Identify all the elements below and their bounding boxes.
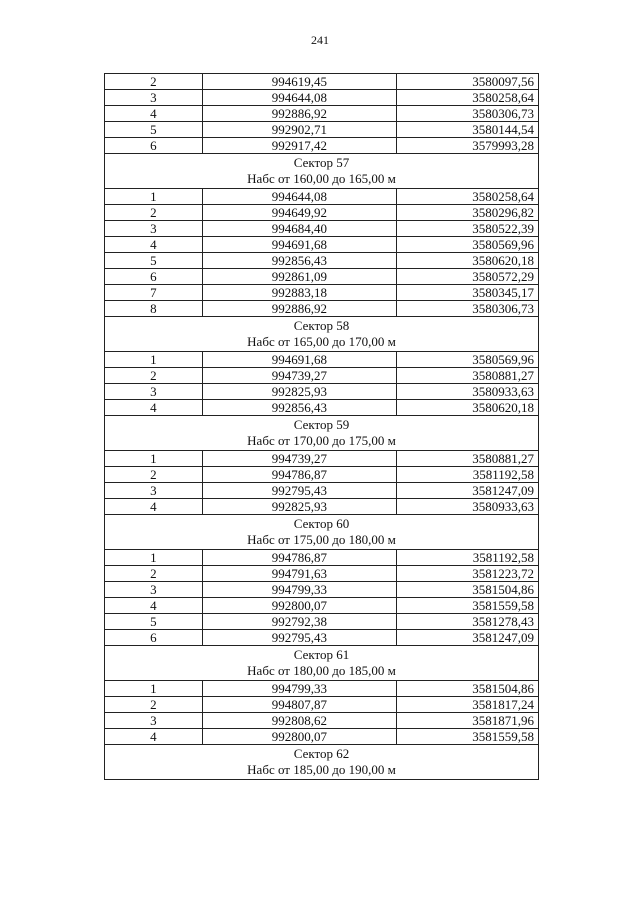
sector-header-cell [105, 646, 539, 681]
sector-header-row [105, 317, 539, 352]
point-number-cell: 4 [105, 237, 203, 253]
sector-height-range: Набс от 175,00 до 180,00 м [247, 532, 396, 547]
point-number-cell: 1 [105, 451, 203, 467]
point-number-cell: 4 [105, 729, 203, 745]
x-coordinate-cell: 992917,42 [202, 138, 396, 154]
x-coordinate-cell: 992800,07 [202, 729, 396, 745]
sector-title: Сектор 59 [293, 417, 350, 432]
x-coordinate-cell: 992800,07 [202, 598, 396, 614]
y-coordinate-cell: 3580569,96 [397, 237, 539, 253]
y-coordinate-cell: 3580345,17 [397, 285, 539, 301]
x-coordinate-cell: 992902,71 [202, 122, 396, 138]
y-coordinate-cell: 3581192,58 [397, 467, 539, 483]
x-coordinate-cell: 994691,68 [202, 352, 396, 368]
point-number-cell: 3 [105, 582, 203, 598]
y-coordinate-cell: 3581192,58 [397, 550, 539, 566]
x-coordinate-cell: 994644,08 [202, 90, 396, 106]
table-row [105, 566, 539, 582]
sector-header-row [105, 416, 539, 451]
point-number-cell: 4 [105, 400, 203, 416]
y-coordinate-cell: 3581559,58 [397, 729, 539, 745]
table-row [105, 301, 539, 317]
point-number-cell: 2 [105, 566, 203, 582]
point-number-cell: 1 [105, 681, 203, 697]
x-coordinate-cell: 994684,40 [202, 221, 396, 237]
table-row [105, 550, 539, 566]
table-row [105, 681, 539, 697]
coordinates-table [104, 73, 539, 780]
point-number-cell: 2 [105, 368, 203, 384]
table-row [105, 384, 539, 400]
sector-header-cell [105, 416, 539, 451]
x-coordinate-cell: 992883,18 [202, 285, 396, 301]
x-coordinate-cell: 992861,09 [202, 269, 396, 285]
y-coordinate-cell: 3581871,96 [397, 713, 539, 729]
y-coordinate-cell: 3580522,39 [397, 221, 539, 237]
y-coordinate-cell: 3580620,18 [397, 253, 539, 269]
y-coordinate-cell: 3580933,63 [397, 499, 539, 515]
table-row [105, 122, 539, 138]
point-number-cell: 3 [105, 483, 203, 499]
sector-title: Сектор 57 [293, 155, 350, 170]
point-number-cell: 4 [105, 499, 203, 515]
point-number-cell: 6 [105, 138, 203, 154]
table-row [105, 630, 539, 646]
point-number-cell: 5 [105, 253, 203, 269]
point-number-cell: 2 [105, 467, 203, 483]
y-coordinate-cell: 3580569,96 [397, 352, 539, 368]
y-coordinate-cell: 3580881,27 [397, 368, 539, 384]
table-row [105, 368, 539, 384]
table-row [105, 729, 539, 745]
sector-title: Сектор 61 [293, 647, 350, 662]
point-number-cell: 1 [105, 352, 203, 368]
point-number-cell: 3 [105, 221, 203, 237]
x-coordinate-cell: 994619,45 [202, 74, 396, 90]
x-coordinate-cell: 992825,93 [202, 499, 396, 515]
table-row [105, 74, 539, 90]
point-number-cell: 4 [105, 598, 203, 614]
sector-header-cell [105, 515, 539, 550]
table-row [105, 598, 539, 614]
sector-height-range: Набс от 185,00 до 190,00 м [247, 762, 396, 777]
point-number-cell: 2 [105, 205, 203, 221]
y-coordinate-cell: 3580933,63 [397, 384, 539, 400]
x-coordinate-cell: 994799,33 [202, 681, 396, 697]
x-coordinate-cell: 994644,08 [202, 189, 396, 205]
y-coordinate-cell: 3580258,64 [397, 189, 539, 205]
sector-header-row [105, 154, 539, 189]
point-number-cell: 6 [105, 269, 203, 285]
sector-header-row [105, 646, 539, 681]
y-coordinate-cell: 3581278,43 [397, 614, 539, 630]
x-coordinate-cell: 992795,43 [202, 483, 396, 499]
x-coordinate-cell: 992808,62 [202, 713, 396, 729]
y-coordinate-cell: 3581504,86 [397, 582, 539, 598]
table-row [105, 713, 539, 729]
y-coordinate-cell: 3580097,56 [397, 74, 539, 90]
y-coordinate-cell: 3581504,86 [397, 681, 539, 697]
y-coordinate-cell: 3581817,24 [397, 697, 539, 713]
x-coordinate-cell: 994691,68 [202, 237, 396, 253]
table-row [105, 205, 539, 221]
point-number-cell: 2 [105, 697, 203, 713]
sector-header-cell [105, 317, 539, 352]
table-row [105, 483, 539, 499]
table-row [105, 253, 539, 269]
sector-header-cell [105, 745, 539, 780]
y-coordinate-cell: 3580620,18 [397, 400, 539, 416]
x-coordinate-cell: 992792,38 [202, 614, 396, 630]
y-coordinate-cell: 3581559,58 [397, 598, 539, 614]
sector-title: Сектор 62 [293, 746, 350, 761]
sector-height-range: Набс от 165,00 до 170,00 м [247, 334, 396, 349]
table-row [105, 451, 539, 467]
table-row [105, 499, 539, 515]
table-row [105, 237, 539, 253]
point-number-cell: 6 [105, 630, 203, 646]
sector-header-cell [105, 154, 539, 189]
table-row [105, 106, 539, 122]
x-coordinate-cell: 992886,92 [202, 301, 396, 317]
y-coordinate-cell: 3580572,29 [397, 269, 539, 285]
x-coordinate-cell: 994649,92 [202, 205, 396, 221]
table-row [105, 269, 539, 285]
x-coordinate-cell: 994807,87 [202, 697, 396, 713]
x-coordinate-cell: 994791,63 [202, 566, 396, 582]
point-number-cell: 5 [105, 122, 203, 138]
table-row [105, 138, 539, 154]
page-number: 241 [311, 33, 329, 47]
point-number-cell: 1 [105, 550, 203, 566]
table-row [105, 352, 539, 368]
x-coordinate-cell: 994739,27 [202, 451, 396, 467]
x-coordinate-cell: 994739,27 [202, 368, 396, 384]
table-row [105, 614, 539, 630]
sector-height-range: Набс от 180,00 до 185,00 м [247, 663, 396, 678]
y-coordinate-cell: 3580306,73 [397, 106, 539, 122]
point-number-cell: 5 [105, 614, 203, 630]
y-coordinate-cell: 3581247,09 [397, 630, 539, 646]
x-coordinate-cell: 992856,43 [202, 253, 396, 269]
y-coordinate-cell: 3580306,73 [397, 301, 539, 317]
y-coordinate-cell: 3580144,54 [397, 122, 539, 138]
sector-header-row [105, 515, 539, 550]
table-row [105, 90, 539, 106]
point-number-cell: 4 [105, 106, 203, 122]
y-coordinate-cell: 3580881,27 [397, 451, 539, 467]
table-row [105, 400, 539, 416]
y-coordinate-cell: 3579993,28 [397, 138, 539, 154]
sector-height-range: Набс от 160,00 до 165,00 м [247, 171, 396, 186]
y-coordinate-cell: 3580296,82 [397, 205, 539, 221]
table-row [105, 697, 539, 713]
y-coordinate-cell: 3581247,09 [397, 483, 539, 499]
sector-title: Сектор 60 [293, 516, 350, 531]
point-number-cell: 2 [105, 74, 203, 90]
table-row [105, 221, 539, 237]
y-coordinate-cell: 3581223,72 [397, 566, 539, 582]
sector-header-row [105, 745, 539, 780]
y-coordinate-cell: 3580258,64 [397, 90, 539, 106]
x-coordinate-cell: 994786,87 [202, 550, 396, 566]
x-coordinate-cell: 992825,93 [202, 384, 396, 400]
x-coordinate-cell: 992856,43 [202, 400, 396, 416]
x-coordinate-cell: 992795,43 [202, 630, 396, 646]
x-coordinate-cell: 992886,92 [202, 106, 396, 122]
point-number-cell: 3 [105, 384, 203, 400]
table-row [105, 467, 539, 483]
sector-height-range: Набс от 170,00 до 175,00 м [247, 433, 396, 448]
sector-title: Сектор 58 [293, 318, 350, 333]
table-row [105, 582, 539, 598]
x-coordinate-cell: 994786,87 [202, 467, 396, 483]
x-coordinate-cell: 994799,33 [202, 582, 396, 598]
point-number-cell: 8 [105, 301, 203, 317]
coordinates-table-body [105, 74, 539, 780]
point-number-cell: 7 [105, 285, 203, 301]
table-row [105, 189, 539, 205]
point-number-cell: 3 [105, 90, 203, 106]
point-number-cell: 1 [105, 189, 203, 205]
point-number-cell: 3 [105, 713, 203, 729]
table-row [105, 285, 539, 301]
